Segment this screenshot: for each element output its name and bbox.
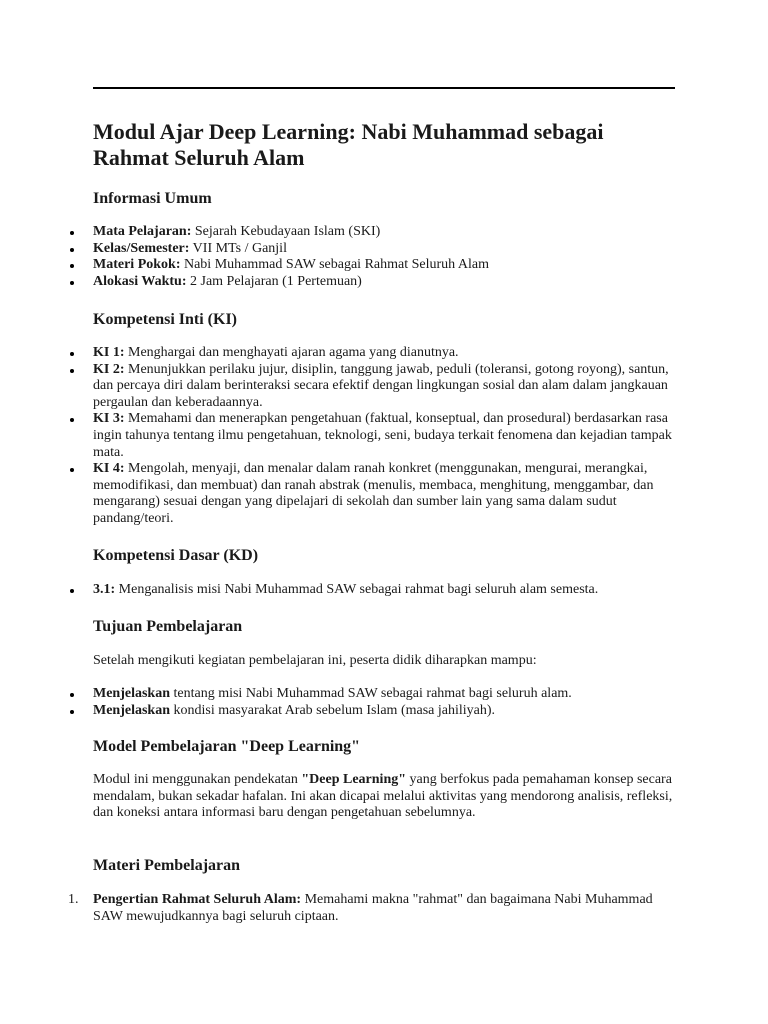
item-text: Menghargai dan menghayati ajaran agama yang dianutnya.: [124, 345, 459, 360]
section-heading-kompetensi-dasar: Kompetensi Dasar (KD): [93, 547, 259, 564]
list-item: [93, 241, 675, 258]
list-item: [93, 411, 675, 461]
horizontal-rule: [93, 87, 675, 89]
item-text: 2 Jam Pelajaran (1 Pertemuan): [186, 273, 362, 289]
list-item: [93, 224, 675, 241]
list-item: [93, 703, 675, 720]
item-label: KI 3:: [93, 411, 125, 427]
kompetensi-inti-list: [93, 345, 675, 528]
item-text: VII MTs / Ganjil: [189, 240, 287, 256]
item-label: KI 1:: [93, 345, 125, 360]
list-item: [93, 345, 675, 362]
item-label: KI 4:: [93, 461, 125, 477]
list-item: [68, 892, 675, 925]
item-text: Nabi Muhammad SAW sebagai Rahmat Seluruh Alam: [180, 257, 489, 273]
item-label: Materi Pokok:: [93, 257, 181, 273]
item-text: kondisi masyarakat Arab sebelum Islam (masa jahiliyah).: [170, 702, 496, 718]
item-text: Memahami makna "rahmat" dan bagaimana Nabi Muhammad SAW mewujudkannya bagi seluruh ciptaan.: [93, 892, 653, 924]
model-paragraph: [93, 772, 675, 822]
tujuan-list: [93, 686, 675, 719]
item-label: Pengertian Rahmat Seluruh Alam:: [93, 892, 302, 907]
section-heading-model: Model Pembelajaran "Deep Learning": [93, 738, 361, 755]
section-heading-kompetensi-inti: Kompetensi Inti (KI): [93, 311, 237, 328]
list-item: [93, 686, 675, 703]
tujuan-intro: Setelah mengikuti kegiatan pembelajaran ini, peserta didik diharapkan mampu:: [93, 653, 537, 668]
section-heading-tujuan: Tujuan Pembelajaran: [93, 618, 243, 635]
list-item: [93, 274, 675, 291]
item-label: Kelas/Semester:: [93, 240, 190, 256]
item-text: Menunjukkan perilaku jujur, disiplin, tanggung jawab, peduli (toleransi, gotong royong), santun, dan percaya diri dalam berinteraksi secara efektif dengan lingkungan sosial dan alam dalam jangkauan pergaulan dan keberadaannya.: [93, 361, 669, 410]
section-heading-informasi-umum: Informasi Umum: [93, 190, 212, 207]
list-item: [93, 582, 675, 599]
item-text: Sejarah Kebudayaan Islam (SKI): [191, 224, 381, 239]
item-label: Menjelaskan: [93, 702, 170, 718]
item-label: 3.1:: [93, 582, 116, 597]
item-text: Menganalisis misi Nabi Muhammad SAW sebagai rahmat bagi seluruh alam semesta.: [115, 582, 599, 597]
kompetensi-dasar-list: [93, 582, 675, 599]
item-text: Mengolah, menyaji, dan menalar dalam ranah konkret (menggunakan, mengurai, merangkai, memodifikasi, dan membuat) dan ranah abstrak (menulis, membaca, menghitung, menggambar, dan mengarang) sesuai dengan yang dipelajari di sekolah dan sumber lain yang sama dalam sudut pandang/teori.: [93, 461, 654, 526]
item-number: 1.: [68, 892, 79, 907]
model-text-after: yang berfokus pada pemahaman konsep secara mendalam, bukan sekadar hafalan. Ini akan dicapai melalui aktivitas yang mendorong analisis, refleksi, dan koneksi antara informasi baru dengan pengetahuan sebelumnya.: [93, 772, 673, 821]
item-label: Menjelaskan: [93, 686, 170, 701]
model-text-before: Modul ini menggunakan pendekatan: [93, 772, 302, 787]
item-label: Alokasi Waktu:: [93, 273, 187, 289]
list-item: [93, 461, 675, 527]
item-text: tentang misi Nabi Muhammad SAW sebagai rahmat bagi seluruh alam.: [170, 686, 572, 701]
list-item: [93, 257, 675, 274]
list-item: [93, 362, 675, 412]
section-heading-materi: Materi Pembelajaran: [93, 857, 241, 874]
item-text: Memahami dan menerapkan pengetahuan (faktual, konseptual, dan prosedural) berdasarkan rasa ingin tahunya tentang ilmu pengetahuan, teknologi, seni, budaya terkait fenomena dan kejadian tampak mata.: [93, 411, 672, 460]
materi-list: [68, 892, 675, 925]
informasi-umum-list: [93, 224, 675, 290]
item-label: KI 2:: [93, 361, 125, 377]
document-title: Modul Ajar Deep Learning: Nabi Muhammad sebagai Rahmat Seluruh Alam: [93, 119, 604, 170]
item-label: Mata Pelajaran:: [93, 224, 192, 239]
model-bold: "Deep Learning": [301, 772, 407, 787]
